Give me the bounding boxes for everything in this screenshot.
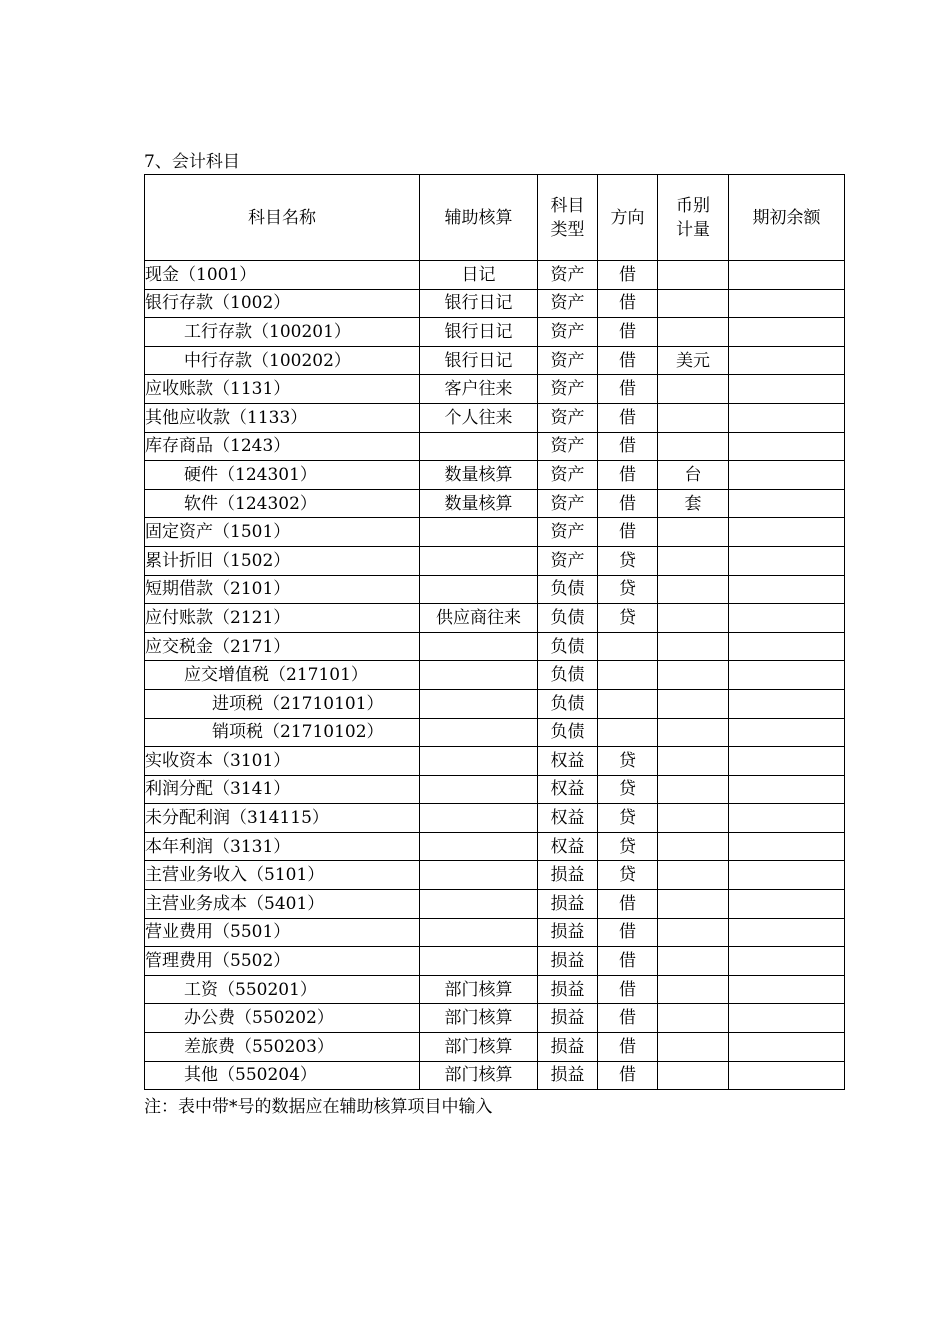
table-row: [145, 318, 845, 347]
auxiliary-cell: 部门核算: [420, 975, 538, 1004]
accounts-table: [144, 174, 845, 1090]
opening-balance-cell: [729, 975, 845, 1004]
opening-balance-cell: [729, 804, 845, 833]
table-row: [145, 632, 845, 661]
account-type-cell: 资产: [538, 432, 598, 461]
direction-cell: 借: [598, 375, 658, 404]
table-row: [145, 804, 845, 833]
account-name-cell: 银行存款（1002）: [145, 289, 420, 318]
direction-cell: 贷: [598, 832, 658, 861]
direction-cell: [598, 689, 658, 718]
direction-cell: 贷: [598, 747, 658, 776]
direction-cell: 借: [598, 461, 658, 490]
direction-cell: 借: [598, 890, 658, 919]
direction-cell: 借: [598, 1004, 658, 1033]
auxiliary-cell: [420, 918, 538, 947]
account-type-cell: 权益: [538, 832, 598, 861]
currency-cell: [658, 947, 729, 976]
table-header-row: [145, 175, 845, 261]
auxiliary-cell: 银行日记: [420, 318, 538, 347]
auxiliary-cell: [420, 890, 538, 919]
auxiliary-cell: 部门核算: [420, 1061, 538, 1090]
direction-cell: 借: [598, 489, 658, 518]
auxiliary-cell: 数量核算: [420, 489, 538, 518]
direction-cell: 借: [598, 518, 658, 547]
table-row: [145, 775, 845, 804]
table-row: [145, 261, 845, 290]
header-currency: 币别计量: [658, 175, 729, 261]
opening-balance-cell: [729, 403, 845, 432]
table-body: [145, 261, 845, 1090]
currency-cell: [658, 918, 729, 947]
currency-cell: [658, 1061, 729, 1090]
account-name-cell: 应付账款（2121）: [145, 604, 420, 633]
header-opening-balance: 期初余额: [729, 175, 845, 261]
table-row: [145, 890, 845, 919]
table-row: [145, 832, 845, 861]
auxiliary-cell: 个人往来: [420, 403, 538, 432]
table-row: [145, 1004, 845, 1033]
direction-cell: 借: [598, 918, 658, 947]
account-type-cell: 资产: [538, 261, 598, 290]
account-name-cell: 营业费用（5501）: [145, 918, 420, 947]
opening-balance-cell: [729, 861, 845, 890]
direction-cell: [598, 661, 658, 690]
table-row: [145, 975, 845, 1004]
account-name-cell: 现金（1001）: [145, 261, 420, 290]
currency-cell: 美元: [658, 346, 729, 375]
table-row: [145, 718, 845, 747]
currency-cell: [658, 375, 729, 404]
account-type-cell: 损益: [538, 890, 598, 919]
currency-cell: [658, 747, 729, 776]
currency-cell: [658, 546, 729, 575]
direction-cell: 贷: [598, 804, 658, 833]
currency-cell: [658, 861, 729, 890]
opening-balance-cell: [729, 747, 845, 776]
direction-cell: 借: [598, 318, 658, 347]
direction-cell: [598, 718, 658, 747]
account-name-cell: 差旅费（550203）: [145, 1033, 420, 1062]
opening-balance-cell: [729, 575, 845, 604]
auxiliary-cell: [420, 718, 538, 747]
opening-balance-cell: [729, 489, 845, 518]
account-name-cell: 主营业务成本（5401）: [145, 890, 420, 919]
account-type-cell: 损益: [538, 861, 598, 890]
table-row: [145, 918, 845, 947]
account-type-cell: 损益: [538, 918, 598, 947]
account-type-cell: 资产: [538, 346, 598, 375]
table-row: [145, 546, 845, 575]
table-row: [145, 432, 845, 461]
account-name-cell: 短期借款（2101）: [145, 575, 420, 604]
currency-cell: [658, 804, 729, 833]
auxiliary-cell: 部门核算: [420, 1004, 538, 1033]
table-row: [145, 461, 845, 490]
auxiliary-cell: [420, 575, 538, 604]
table-row: [145, 518, 845, 547]
opening-balance-cell: [729, 546, 845, 575]
table-row: [145, 346, 845, 375]
table-row: [145, 575, 845, 604]
account-type-cell: 权益: [538, 804, 598, 833]
section-title: 7、会计科目: [144, 152, 240, 172]
currency-cell: [658, 575, 729, 604]
direction-cell: 贷: [598, 546, 658, 575]
table-row: [145, 375, 845, 404]
account-type-cell: 损益: [538, 1004, 598, 1033]
auxiliary-cell: 银行日记: [420, 346, 538, 375]
account-name-cell: 实收资本（3101）: [145, 747, 420, 776]
account-name-cell: 应交增值税（217101）: [145, 661, 420, 690]
currency-cell: [658, 261, 729, 290]
direction-cell: 贷: [598, 575, 658, 604]
direction-cell: 借: [598, 261, 658, 290]
auxiliary-cell: [420, 432, 538, 461]
account-type-cell: 权益: [538, 747, 598, 776]
currency-cell: [658, 604, 729, 633]
auxiliary-cell: [420, 632, 538, 661]
account-name-cell: 进项税（21710101）: [145, 689, 420, 718]
account-name-cell: 工资（550201）: [145, 975, 420, 1004]
account-name-cell: 其他应收款（1133）: [145, 403, 420, 432]
currency-cell: [658, 1004, 729, 1033]
account-type-cell: 负债: [538, 575, 598, 604]
opening-balance-cell: [729, 775, 845, 804]
account-type-cell: 资产: [538, 546, 598, 575]
account-name-cell: 本年利润（3131）: [145, 832, 420, 861]
table-row: [145, 1061, 845, 1090]
account-type-cell: 权益: [538, 775, 598, 804]
opening-balance-cell: [729, 346, 845, 375]
account-type-cell: 资产: [538, 518, 598, 547]
direction-cell: 贷: [598, 861, 658, 890]
currency-cell: [658, 318, 729, 347]
currency-cell: [658, 718, 729, 747]
table-row: [145, 689, 845, 718]
table-row: [145, 947, 845, 976]
direction-cell: [598, 632, 658, 661]
account-name-cell: 未分配利润（314115）: [145, 804, 420, 833]
account-type-cell: 负债: [538, 689, 598, 718]
direction-cell: 贷: [598, 775, 658, 804]
account-name-cell: 主营业务收入（5101）: [145, 861, 420, 890]
account-type-cell: 资产: [538, 375, 598, 404]
account-type-cell: 资产: [538, 318, 598, 347]
currency-cell: [658, 775, 729, 804]
auxiliary-cell: [420, 775, 538, 804]
opening-balance-cell: [729, 1004, 845, 1033]
opening-balance-cell: [729, 689, 845, 718]
account-type-cell: 负债: [538, 632, 598, 661]
header-account-type: 科目类型: [538, 175, 598, 261]
direction-cell: 借: [598, 975, 658, 1004]
opening-balance-cell: [729, 261, 845, 290]
currency-cell: [658, 832, 729, 861]
header-auxiliary: 辅助核算: [420, 175, 538, 261]
direction-cell: 借: [598, 403, 658, 432]
currency-cell: [658, 632, 729, 661]
account-name-cell: 硬件（124301）: [145, 461, 420, 490]
currency-cell: [658, 518, 729, 547]
account-name-cell: 工行存款（100201）: [145, 318, 420, 347]
auxiliary-cell: [420, 804, 538, 833]
account-type-cell: 损益: [538, 947, 598, 976]
direction-cell: 借: [598, 289, 658, 318]
account-name-cell: 利润分配（3141）: [145, 775, 420, 804]
table-row: [145, 289, 845, 318]
direction-cell: 借: [598, 1033, 658, 1062]
account-type-cell: 损益: [538, 1033, 598, 1062]
direction-cell: 借: [598, 346, 658, 375]
opening-balance-cell: [729, 832, 845, 861]
header-account-name: 科目名称: [145, 175, 420, 261]
account-type-cell: 损益: [538, 1061, 598, 1090]
currency-cell: [658, 432, 729, 461]
currency-cell: [658, 689, 729, 718]
account-name-cell: 其他（550204）: [145, 1061, 420, 1090]
opening-balance-cell: [729, 1033, 845, 1062]
auxiliary-cell: [420, 947, 538, 976]
account-name-cell: 应交税金（2171）: [145, 632, 420, 661]
direction-cell: 贷: [598, 604, 658, 633]
account-name-cell: 办公费（550202）: [145, 1004, 420, 1033]
account-type-cell: 资产: [538, 489, 598, 518]
auxiliary-cell: [420, 518, 538, 547]
direction-cell: 借: [598, 947, 658, 976]
currency-cell: [658, 661, 729, 690]
direction-cell: 借: [598, 1061, 658, 1090]
opening-balance-cell: [729, 718, 845, 747]
table-row: [145, 661, 845, 690]
account-type-cell: 负债: [538, 661, 598, 690]
table-row: [145, 604, 845, 633]
auxiliary-cell: [420, 546, 538, 575]
table-row: [145, 403, 845, 432]
account-name-cell: 固定资产（1501）: [145, 518, 420, 547]
header-direction: 方向: [598, 175, 658, 261]
opening-balance-cell: [729, 661, 845, 690]
currency-cell: [658, 890, 729, 919]
account-type-cell: 资产: [538, 289, 598, 318]
auxiliary-cell: [420, 661, 538, 690]
currency-cell: [658, 403, 729, 432]
table-row: [145, 489, 845, 518]
account-name-cell: 库存商品（1243）: [145, 432, 420, 461]
account-name-cell: 累计折旧（1502）: [145, 546, 420, 575]
auxiliary-cell: [420, 747, 538, 776]
auxiliary-cell: 日记: [420, 261, 538, 290]
currency-cell: 套: [658, 489, 729, 518]
auxiliary-cell: [420, 861, 538, 890]
table-row: [145, 1033, 845, 1062]
account-type-cell: 资产: [538, 403, 598, 432]
opening-balance-cell: [729, 947, 845, 976]
opening-balance-cell: [729, 518, 845, 547]
account-name-cell: 应收账款（1131）: [145, 375, 420, 404]
table-row: [145, 861, 845, 890]
account-name-cell: 软件（124302）: [145, 489, 420, 518]
account-type-cell: 损益: [538, 975, 598, 1004]
opening-balance-cell: [729, 604, 845, 633]
auxiliary-cell: 客户往来: [420, 375, 538, 404]
opening-balance-cell: [729, 289, 845, 318]
auxiliary-cell: 银行日记: [420, 289, 538, 318]
table-row: [145, 747, 845, 776]
footnote: 注：表中带*号的数据应在辅助核算项目中输入: [144, 1097, 493, 1117]
opening-balance-cell: [729, 318, 845, 347]
account-type-cell: 负债: [538, 604, 598, 633]
auxiliary-cell: 数量核算: [420, 461, 538, 490]
direction-cell: 借: [598, 432, 658, 461]
auxiliary-cell: 供应商往来: [420, 604, 538, 633]
currency-cell: [658, 975, 729, 1004]
opening-balance-cell: [729, 632, 845, 661]
opening-balance-cell: [729, 375, 845, 404]
auxiliary-cell: [420, 832, 538, 861]
account-type-cell: 资产: [538, 461, 598, 490]
opening-balance-cell: [729, 918, 845, 947]
account-name-cell: 管理费用（5502）: [145, 947, 420, 976]
currency-cell: 台: [658, 461, 729, 490]
account-type-cell: 负债: [538, 718, 598, 747]
currency-cell: [658, 289, 729, 318]
account-name-cell: 中行存款（100202）: [145, 346, 420, 375]
currency-cell: [658, 1033, 729, 1062]
opening-balance-cell: [729, 890, 845, 919]
opening-balance-cell: [729, 461, 845, 490]
opening-balance-cell: [729, 432, 845, 461]
auxiliary-cell: 部门核算: [420, 1033, 538, 1062]
auxiliary-cell: [420, 689, 538, 718]
opening-balance-cell: [729, 1061, 845, 1090]
account-name-cell: 销项税（21710102）: [145, 718, 420, 747]
